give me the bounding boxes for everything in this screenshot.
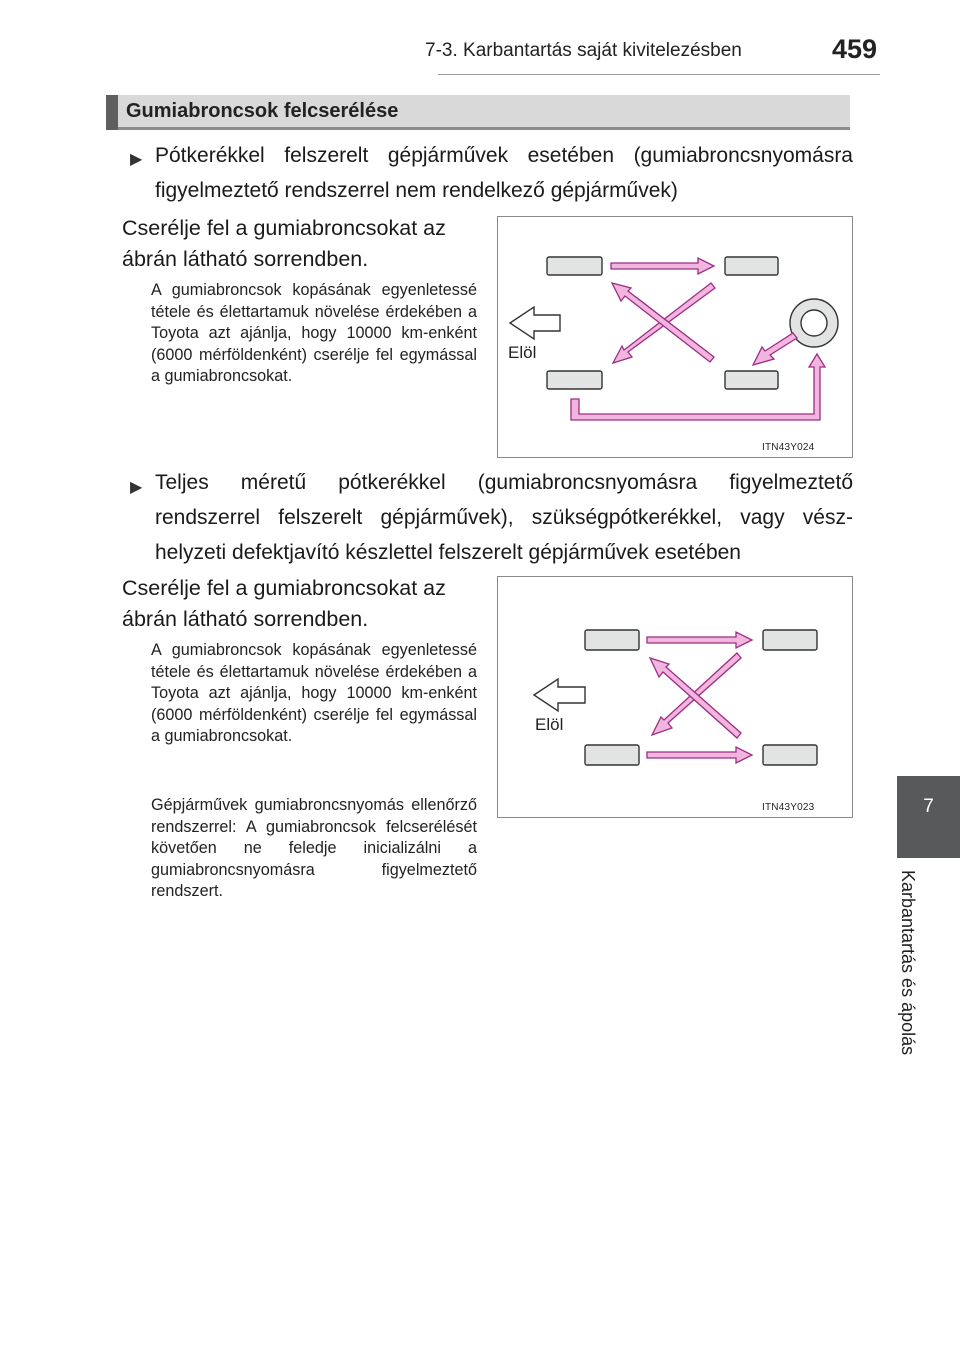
instruction-lead: Cserélje fel a gumiabroncsokat az ábrán látható sorrendben. [122,216,446,271]
tire-front-left [585,630,639,650]
arrow-front-left-to-front-right [611,258,714,274]
front-label: Elöl [508,343,537,362]
chapter-side-label-container [897,870,937,1230]
front-direction-arrow [510,307,560,339]
section-heading-accent [106,95,118,130]
chapter-number: 7 [923,796,934,817]
arrow-spare-to-rear-right [753,333,797,365]
tire-rear-left [547,371,602,389]
tire-rear-left [585,745,639,765]
triangle-right-icon: ▶ [130,479,143,496]
rotation-diagram-graphic [498,577,852,817]
arrow-front-left-to-front-right [647,632,752,648]
page-number: 459 [832,34,878,64]
front-label: Elöl [535,715,564,734]
tire-front-right [725,257,778,275]
recommendation-note: A gumiabroncsok kopásának egyenletessé tétele és élettartamuk növelése érdekében a Toyota azt ajánlja, hogy 10000 km-enként (6000 mérföldenként) cserélje fel egymással a gumiabroncsokat. [151,641,477,745]
bullet-heading-full-size-spare: Teljes méretű pótkerékkel (gumiabroncsnyomásra figyelmeztető rendszerrel felszerelt gépjárművek), szükségpótkerékkel, vagy vészhelyzeti defektjavító készlettel felszerelt gépjárművek esetében [155,471,853,564]
tire-rear-right [763,745,817,765]
tire-rotation-diagram-four-tire [497,576,853,818]
tire-rear-right [725,371,778,389]
header-rule [438,74,880,75]
section-title: Gumiabroncsok felcserélése [126,100,399,122]
arrow-rear-left-to-spare [571,354,825,420]
tire-rotation-diagram-with-spare [497,216,853,458]
recommendation-note: A gumiabroncsok kopásának egyenletessé tétele és élettartamuk növelése érdekében a Toyota azt ajánlja, hogy 10000 km-enként (6000 mérföldenként) cserélje fel egymással a gumiabroncsokat. [151,281,477,385]
arrow-rear-left-to-rear-right [647,747,752,763]
bullet-heading-spare-tire: Pótkerékkel felszerelt gépjárművek esetében (gumiabroncsnyomásra figyelmeztető rendszerrel nem rendelkező gépjárművek) [155,144,853,202]
instruction-lead: Cserélje fel a gumiabroncsokat az ábrán látható sorrendben. [122,576,446,631]
tire-front-right [763,630,817,650]
front-direction-arrow [534,679,585,711]
chapter-side-label: Karbantartás és ápolás [898,870,918,1056]
running-header-section: 7-3. Karbantartás saját kivitelezésben [425,40,742,61]
tpms-note: Gépjárművek gumiabroncsnyomás ellenőrző rendszerrel: A gumiabroncsok felcserélését követően ne feledje inicializálni a gumiabroncsnyomásra figyelmeztető rendszert. [151,796,477,900]
tire-front-left [547,257,602,275]
figure-code: ITN43Y023 [762,802,815,813]
triangle-right-icon: ▶ [130,151,143,168]
rotation-diagram-graphic [498,217,852,457]
figure-code: ITN43Y024 [762,442,815,453]
